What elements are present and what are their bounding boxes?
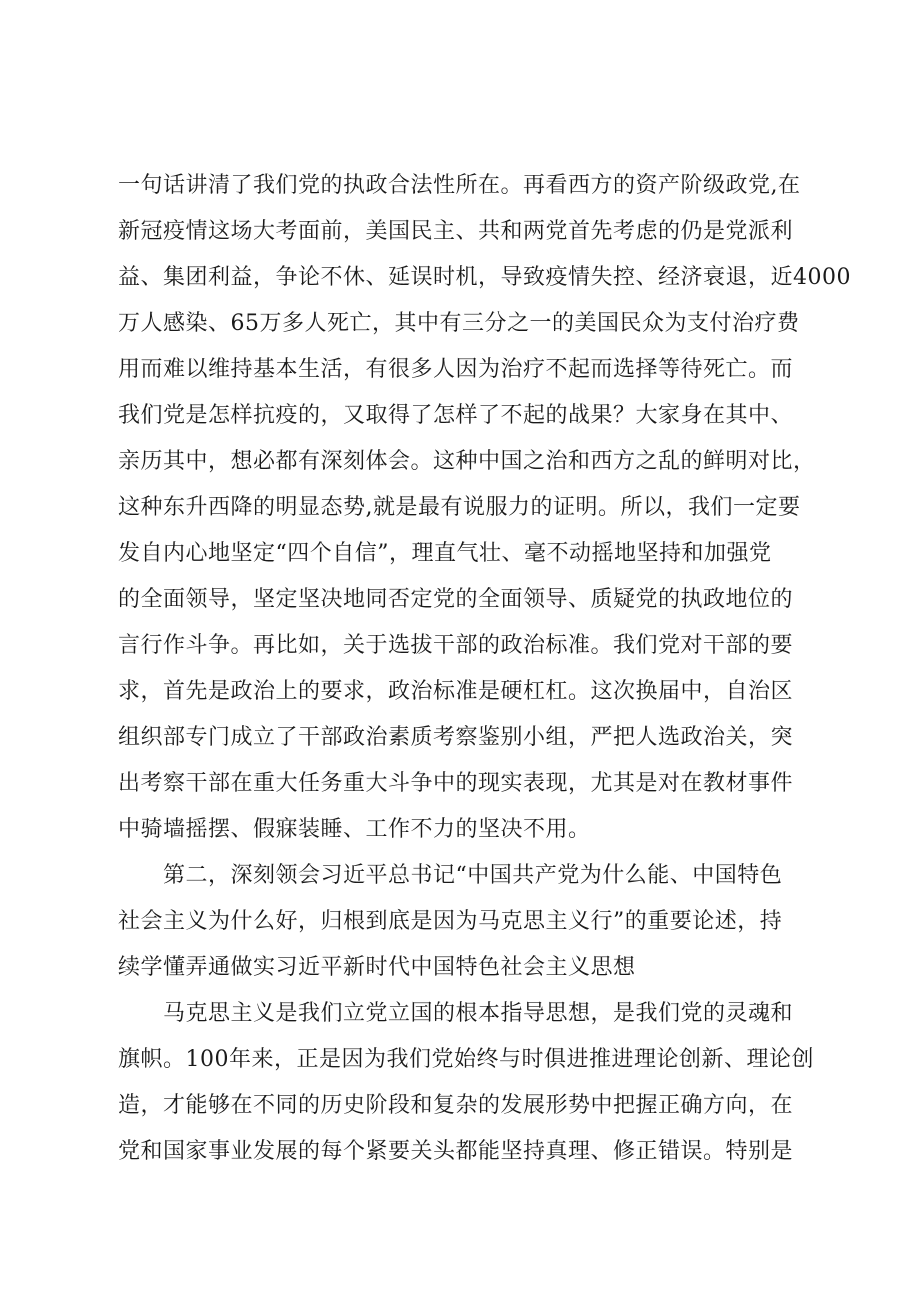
text-line: 旗帜。100年来，正是因为我们党始终与时俱进推进理论创新、理论创 bbox=[118, 1047, 814, 1072]
text-line: 马克思主义是我们立党立国的根本指导思想，是我们党的灵魂和 bbox=[118, 1001, 794, 1026]
text-line: 这种东升西降的明显态势,就是最有说服力的证明。所以，我们一定要 bbox=[118, 495, 801, 520]
text-line: 党和国家事业发展的每个紧要关头都能坚持真理、修正错误。特别是 bbox=[118, 1139, 794, 1164]
text-line: 求，首先是政治上的要求，政治标准是硬杠杠。这次换届中，自治区 bbox=[118, 679, 794, 704]
section-heading-line: 续学懂弄通做实习近平新时代中国特色社会主义思想 bbox=[118, 955, 636, 980]
text-line: 我们党是怎样抗疫的，又取得了怎样了不起的战果？大家身在其中、 bbox=[118, 403, 794, 428]
text-line: 益、集团利益，争论不休、延误时机，导致疫情失控、经济衰退，近4000 bbox=[118, 265, 851, 290]
text-line: 用而难以维持基本生活，有很多人因为治疗不起而选择等待死亡。而 bbox=[118, 357, 794, 382]
text-line: 发自内心地坚定“四个自信”，理直气壮、毫不动摇地坚持和加强党 bbox=[118, 541, 772, 566]
text-line: 组织部专门成立了干部政治素质考察鉴别小组，严把人选政治关，突 bbox=[118, 725, 794, 750]
body-text bbox=[118, 163, 851, 1175]
text-line: 万人感染、65万多人死亡，其中有三分之一的美国民众为支付治疗费 bbox=[118, 311, 800, 336]
text-line: 造，才能够在不同的历史阶段和复杂的发展形势中把握正确方向，在 bbox=[118, 1093, 794, 1118]
text-line: 亲历其中，想必都有深刻体会。这种中国之治和西方之乱的鲜明对比， bbox=[118, 449, 816, 474]
text-line: 中骑墙摇摆、假寐装睡、工作不力的坚决不用。 bbox=[118, 817, 591, 842]
section-heading-line: 社会主义为什么好，归根到底是因为马克思主义行”的重要论述，持 bbox=[118, 909, 783, 934]
text-line: 一句话讲清了我们党的执政合法性所在。再看西方的资产阶级政党,在 bbox=[118, 173, 801, 198]
text-line: 言行作斗争。再比如，关于选拔干部的政治标准。我们党对干部的要 bbox=[118, 633, 794, 658]
section-heading-line: 第二，深刻领会习近平总书记“中国共产党为什么能、中国特色 bbox=[118, 863, 783, 888]
text-line: 的全面领导，坚定坚决地同否定党的全面领导、质疑党的执政地位的 bbox=[118, 587, 794, 612]
text-line: 出考察干部在重大任务重大斗争中的现实表现，尤其是对在教材事件 bbox=[118, 771, 794, 796]
text-line: 新冠疫情这场大考面前，美国民主、共和两党首先考虑的仍是党派利 bbox=[118, 219, 794, 244]
